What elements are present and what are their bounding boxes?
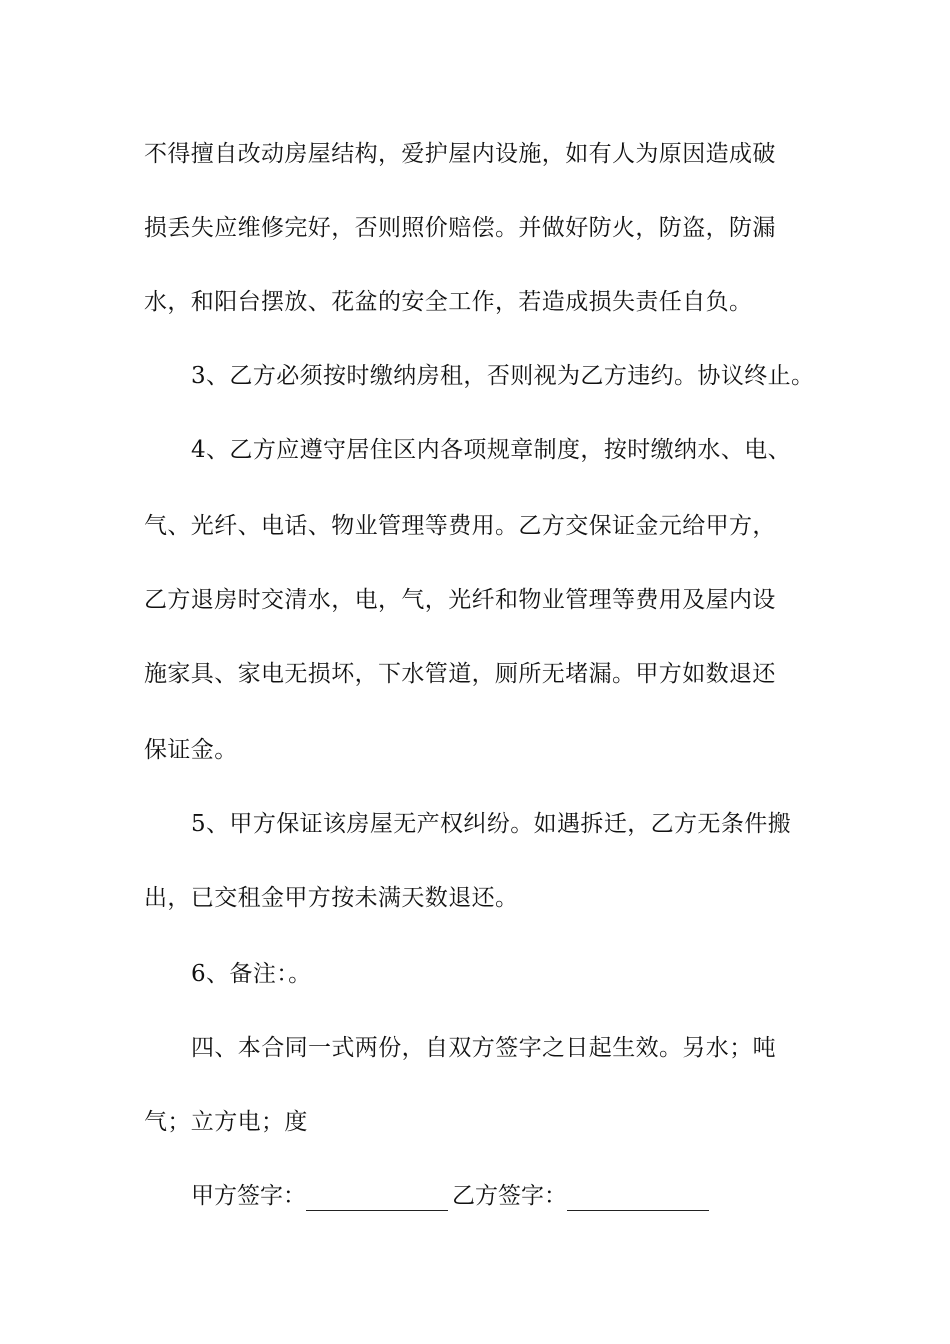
party-b-signature-label: 乙方签字： — [452, 1183, 567, 1209]
section-4-line-2: 气；立方电；度 — [144, 1109, 308, 1135]
clause-6-remarks: 6、备注：。 — [191, 961, 312, 987]
clause-4-line-2: 气、光纤、电话、物业管理等费用。乙方交保证金元给甲方， — [144, 513, 776, 539]
paragraph-line-1: 不得擅自改动房屋结构，爱护屋内设施，如有人为原因造成破 — [144, 141, 776, 167]
clause-4-line-5: 保证金。 — [144, 737, 238, 763]
section-4-line-1: 四、本合同一式两份，自双方签字之日起生效。另水；吨 — [191, 1035, 776, 1061]
clause-4-line-4: 施家具、家电无损坏，下水管道，厕所无堵漏。甲方如数退还 — [144, 661, 776, 687]
signature-row — [191, 1181, 713, 1211]
party-b-signature-field — [567, 1188, 709, 1211]
clause-5-line-2: 出，已交租金甲方按未满天数退还。 — [144, 885, 519, 911]
paragraph-line-3: 水，和阳台摆放、花盆的安全工作，若造成损失责任自负。 — [144, 289, 753, 315]
party-a-signature-label: 甲方签字： — [191, 1183, 306, 1209]
party-a-signature-field — [306, 1188, 448, 1211]
clause-3-line-1: 3、乙方必须按时缴纳房租，否则视为乙方违约。协议终止。 — [191, 363, 815, 389]
clause-4-line-3: 乙方退房时交清水，电，气，光纤和物业管理等费用及屋内设 — [144, 587, 776, 613]
paragraph-line-2: 损丢失应维修完好，否则照价赔偿。并做好防火，防盗，防漏 — [144, 215, 776, 241]
clause-5-line-1: 5、甲方保证该房屋无产权纠纷。如遇拆迁，乙方无条件搬 — [191, 811, 792, 837]
clause-4-line-1: 4、乙方应遵守居住区内各项规章制度，按时缴纳水、电、 — [191, 437, 792, 463]
